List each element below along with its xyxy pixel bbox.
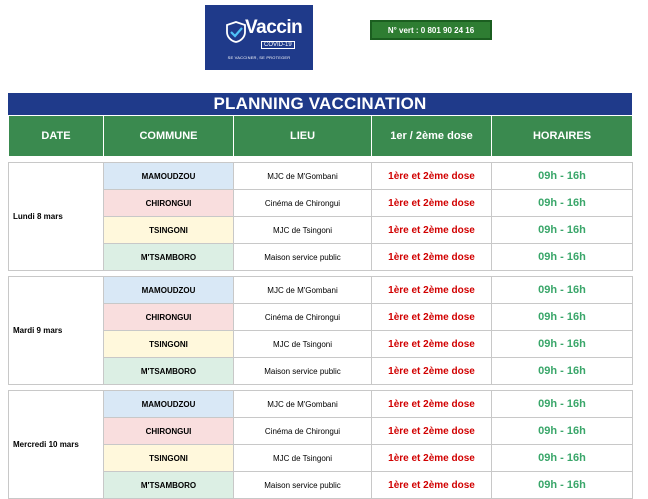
date-cell: Mardi 9 mars [9, 277, 104, 385]
dose-cell: 1ère et 2ème dose [372, 277, 492, 304]
commune-cell: MAMOUDZOU [104, 277, 234, 304]
commune-cell: MAMOUDZOU [104, 391, 234, 418]
lieu-cell: MJC de Tsingoni [234, 217, 372, 244]
hours-cell: 09h - 16h [492, 418, 633, 445]
hours-cell: 09h - 16h [492, 391, 633, 418]
header-commune: COMMUNE [104, 116, 234, 157]
lieu-cell: Maison service public [234, 244, 372, 271]
commune-cell: CHIRONGUI [104, 304, 234, 331]
commune-cell: M'TSAMBORO [104, 358, 234, 385]
hours-cell: 09h - 16h [492, 472, 633, 499]
dose-cell: 1ère et 2ème dose [372, 244, 492, 271]
lieu-cell: Maison service public [234, 472, 372, 499]
header-lieu: LIEU [234, 116, 372, 157]
dose-cell: 1ère et 2ème dose [372, 472, 492, 499]
commune-cell: MAMOUDZOU [104, 163, 234, 190]
lieu-cell: MJC de M'Gombani [234, 277, 372, 304]
table-row [9, 391, 633, 418]
lieu-cell: MJC de Tsingoni [234, 331, 372, 358]
hours-cell: 09h - 16h [492, 304, 633, 331]
dose-cell: 1ère et 2ème dose [372, 304, 492, 331]
commune-cell: CHIRONGUI [104, 418, 234, 445]
commune-cell: TSINGONI [104, 331, 234, 358]
commune-cell: TSINGONI [104, 217, 234, 244]
lieu-cell: Cinéma de Chirongui [234, 190, 372, 217]
dose-cell: 1ère et 2ème dose [372, 358, 492, 385]
hours-cell: 09h - 16h [492, 244, 633, 271]
hours-cell: 09h - 16h [492, 331, 633, 358]
lieu-cell: Cinéma de Chirongui [234, 418, 372, 445]
commune-cell: M'TSAMBORO [104, 472, 234, 499]
check-shield-icon [225, 21, 247, 43]
vaccin-logo [205, 5, 313, 70]
header-horaires: HORAIRES [492, 116, 633, 157]
commune-cell: M'TSAMBORO [104, 244, 234, 271]
schedule-body [9, 157, 633, 499]
header-row [9, 116, 633, 157]
logo-sub: COVID-19 [261, 41, 295, 49]
logo-tagline: SE VACCINER, SE PROTEGER [227, 55, 291, 60]
hours-cell: 09h - 16h [492, 445, 633, 472]
dose-cell: 1ère et 2ème dose [372, 391, 492, 418]
page-title: PLANNING VACCINATION [8, 93, 632, 115]
date-cell: Mercredi 10 mars [9, 391, 104, 499]
dose-cell: 1ère et 2ème dose [372, 418, 492, 445]
lieu-cell: MJC de M'Gombani [234, 391, 372, 418]
hours-cell: 09h - 16h [492, 163, 633, 190]
lieu-cell: Maison service public [234, 358, 372, 385]
hours-cell: 09h - 16h [492, 190, 633, 217]
schedule-table [8, 115, 633, 499]
table-row [9, 277, 633, 304]
dose-cell: 1ère et 2ème dose [372, 331, 492, 358]
hours-cell: 09h - 16h [492, 217, 633, 244]
lieu-cell: MJC de Tsingoni [234, 445, 372, 472]
logo-word: Vaccin [245, 17, 303, 38]
hours-cell: 09h - 16h [492, 358, 633, 385]
dose-cell: 1ère et 2ème dose [372, 163, 492, 190]
header-date: DATE [9, 116, 104, 157]
dose-cell: 1ère et 2ème dose [372, 190, 492, 217]
header-dose: 1er / 2ème dose [372, 116, 492, 157]
hours-cell: 09h - 16h [492, 277, 633, 304]
hotline-badge: N° vert : 0 801 90 24 16 [370, 20, 492, 40]
date-cell: Lundi 8 mars [9, 163, 104, 271]
dose-cell: 1ère et 2ème dose [372, 217, 492, 244]
lieu-cell: Cinéma de Chirongui [234, 304, 372, 331]
lieu-cell: MJC de M'Gombani [234, 163, 372, 190]
dose-cell: 1ère et 2ème dose [372, 445, 492, 472]
table-row [9, 163, 633, 190]
commune-cell: CHIRONGUI [104, 190, 234, 217]
commune-cell: TSINGONI [104, 445, 234, 472]
